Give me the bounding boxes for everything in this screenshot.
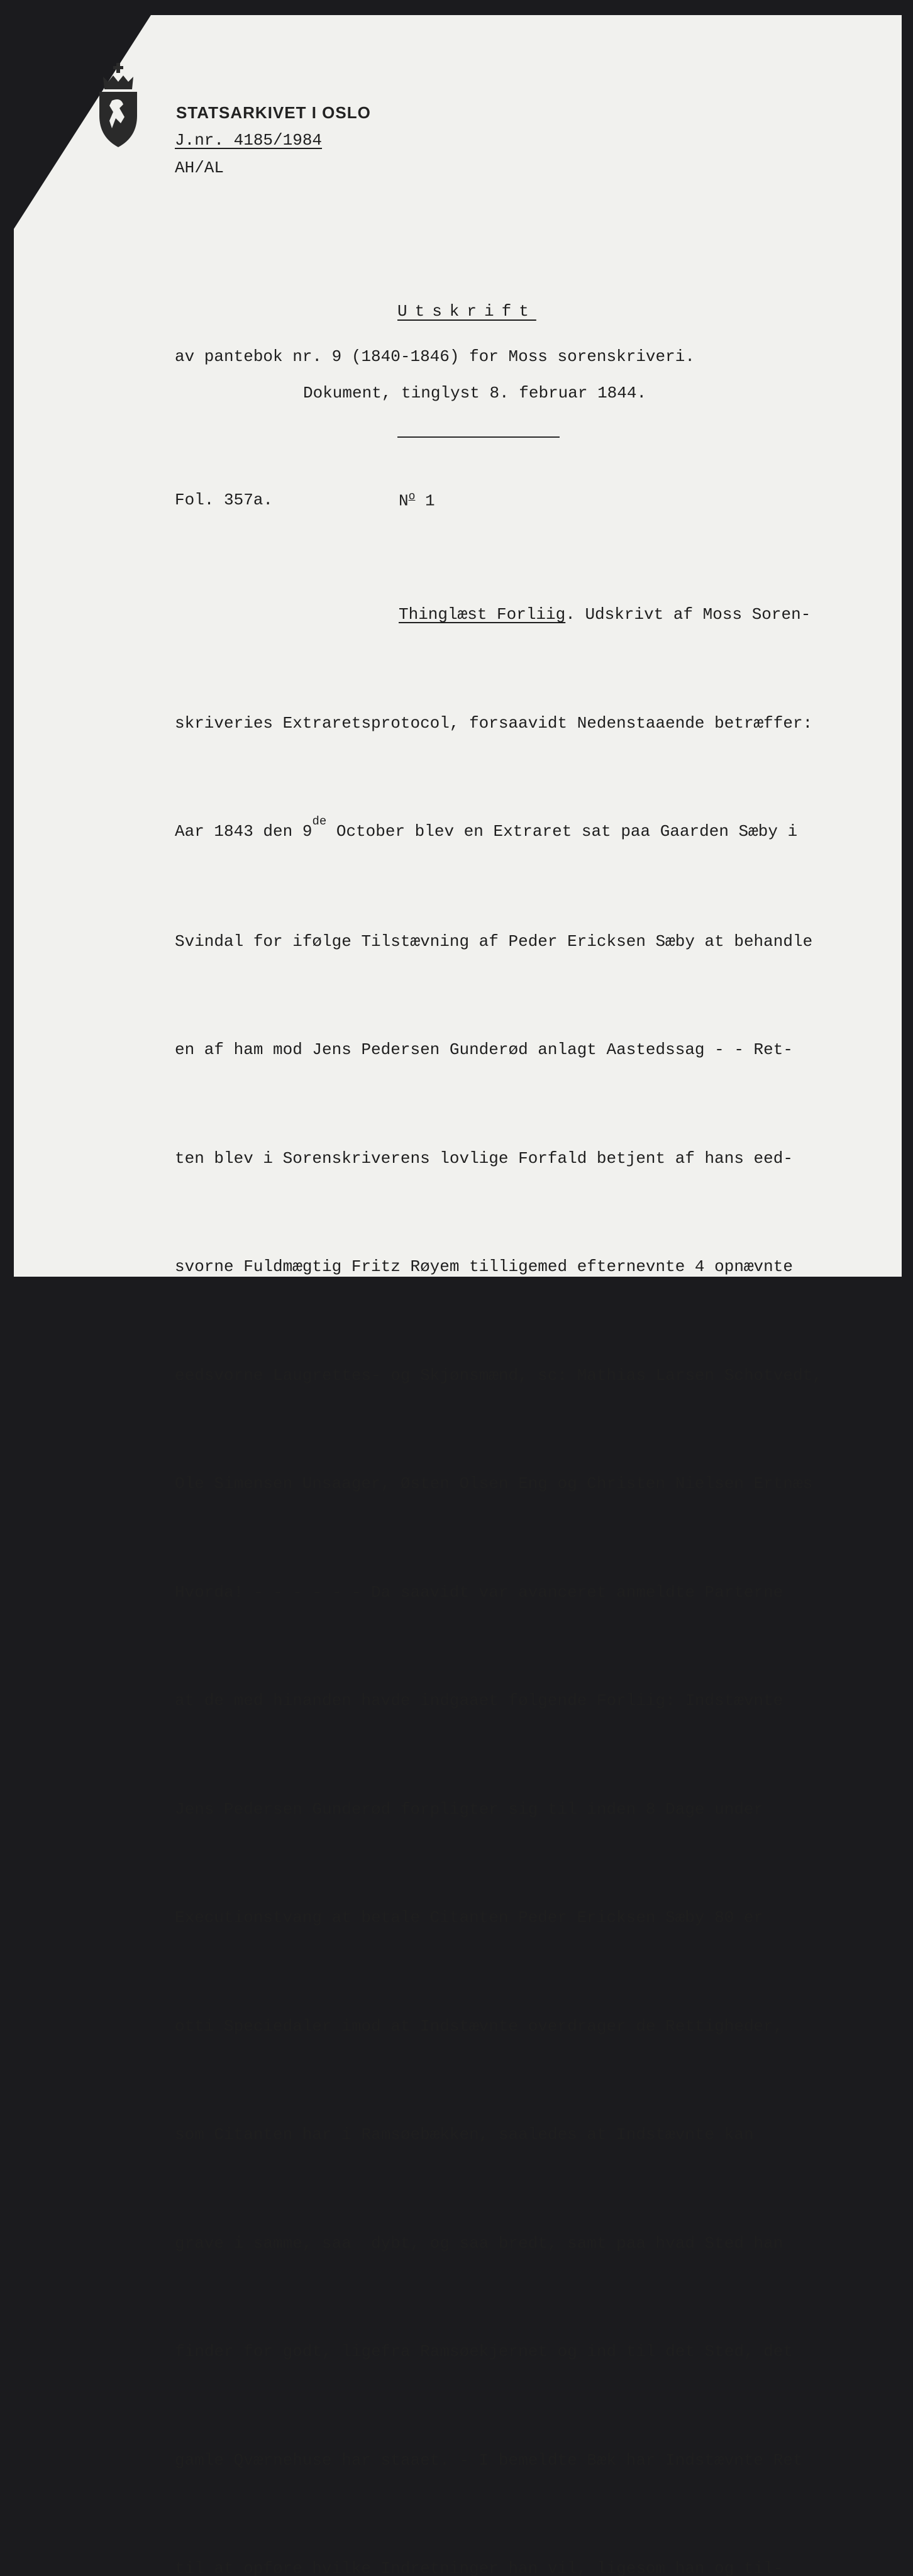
transcript-body [175, 525, 885, 2576]
body-line: Svindal for ifølge Tilstævning af Peder Ericksen Sæby at behandle [175, 931, 813, 951]
body-line [175, 814, 885, 852]
ordinal-superscript: de [312, 814, 327, 828]
body-line: til at opføre hvilke Indretninger han vil, ligesom han og til- [175, 2559, 783, 2576]
number-prefix: N [399, 491, 409, 511]
body-line: Hvorda! - - - - - - Da saavidt var avanceret anmeldte Parterne [175, 1582, 783, 1602]
body-line-text: . Udskrivt af Moss Soren- [565, 605, 811, 624]
body-line-text: October blev en Extraret sat paa Gaarden Sæby i [326, 822, 798, 841]
body-line: grave i samme, saa dybt, og saa bredt, samt paa hvad Sted han [175, 2233, 783, 2253]
document-title: Utskrift [397, 302, 536, 321]
initials: AH/AL [175, 158, 224, 177]
subtitle-line-1: av pantebok nr. 9 (1840-1846) for Moss sorenskriveri. [175, 347, 695, 366]
body-line: gamle Qværnehuse har staaet. - I bemeldte Bæk har Indstævnte Ret [175, 2450, 803, 2470]
divider [397, 436, 560, 438]
body-line: Jens Pedersen Gunderød forpligter sig til inden 8 Dage under [175, 1799, 764, 1819]
body-line: Ole Simensen Unsaager, Østen Olsen Eng og Christen Nielsen Ertnæs [175, 1474, 813, 1493]
body-line-text: Aar 1843 den 9 [175, 822, 313, 841]
body-line: ten blev i Sorenskriverens lovlige Forfald betjent af hans eed- [175, 1148, 793, 1168]
body-line [175, 597, 885, 633]
section-heading: Thinglæst Forliig [399, 605, 566, 624]
number-value: 1 [415, 491, 435, 511]
body-line: skriveries Extraretsprotocol, forsaavidt Nedenstaaende betræffer: [175, 713, 813, 733]
body-line: at de med hinanden havde indgaaet følgende Forliig: Indstævnte [175, 1691, 783, 1710]
body-line: svorne Fuldmægtig Fritz Røyem tilligemed efternevnte 4 opnævnte [175, 1257, 793, 1276]
body-line: en af ham mod Jens Pedersen Gunderød anlagt Aastedssag - - Ret- [175, 1040, 793, 1059]
journal-number: J.nr. 4185/1984 [175, 131, 323, 150]
subtitle-line-2: Dokument, tinglyst 8. februar 1844. [303, 384, 647, 402]
document-number [399, 491, 435, 511]
folio: Fol. 357a. [175, 491, 274, 509]
coat-of-arms-icon [97, 63, 140, 150]
number-superscript: o [408, 491, 416, 503]
body-line: finder for godt, ligefra Ramsøekjernet og ind til det Sted, det [175, 2342, 793, 2361]
body-line: Executionstvang at betale Citanten Peder Ericksen Sæby 80 er [175, 1908, 764, 1927]
archive-name: STATSARKIVET I OSLO [176, 103, 371, 122]
body-line: som Citanten har i Ramsøebækken, saaledes at Indstævnte kan [175, 2125, 754, 2144]
body-line: otti Speciedaler imod at Indstævnte overdrager de Rettigheder, [175, 2016, 783, 2036]
body-line: eedsvorne Laugrettes- og Skjønsmænd, sc: Mathias Larsen Schotvedt, [175, 1365, 822, 1385]
